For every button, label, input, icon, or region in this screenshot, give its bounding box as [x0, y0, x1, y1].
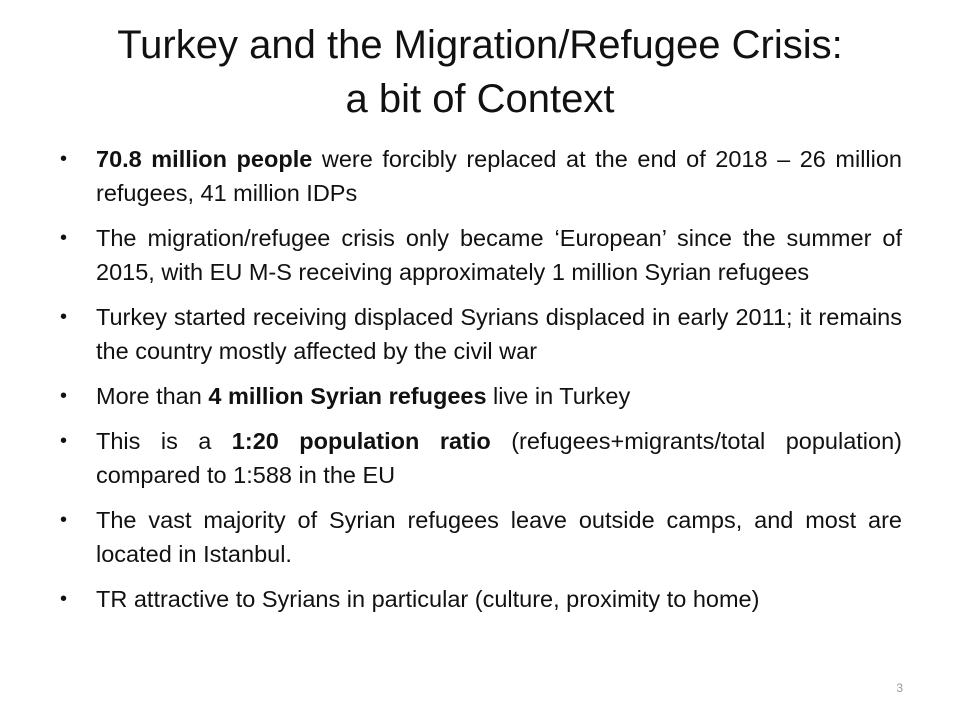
slide-title-line-1: Turkey and the Migration/Refugee Crisis:	[117, 23, 843, 67]
slide-title-line-2: a bit of Context	[345, 77, 615, 121]
bullet-leading-text: More than	[96, 383, 209, 409]
bullet-leading-text: TR attractive to Syrians in particular (culture, proximity to home)	[96, 586, 760, 612]
bullet-text	[96, 142, 902, 210]
bullet-bold-text: 4 million Syrian refugees	[208, 383, 487, 409]
bullet-text	[96, 379, 902, 413]
bullet-item	[58, 582, 902, 616]
bullet-item	[58, 379, 902, 413]
bullet-icon: •	[60, 509, 68, 531]
bullet-icon: •	[60, 227, 68, 249]
bullet-text	[96, 582, 902, 616]
bullet-leading-text: Turkey started receiving displaced Syrians displaced in early 2011; it remains the country mostly affected by the civil war	[96, 304, 902, 364]
bullet-trailing-text: were forcibly replaced at the end of 2018 – 26 million refugees, 41 million IDPs	[96, 146, 903, 206]
bullet-icon: •	[60, 306, 68, 328]
bullet-icon: •	[60, 588, 68, 610]
bullet-bold-text: 1:20 population ratio	[231, 428, 491, 454]
bullet-item	[58, 503, 902, 571]
bullet-item	[58, 300, 902, 368]
bullet-item	[58, 424, 902, 492]
bullet-bold-text: 70.8 million people	[96, 146, 313, 172]
bullet-trailing-text: live in Turkey	[486, 383, 631, 409]
bullet-text	[96, 300, 902, 368]
bullet-leading-text: The vast majority of Syrian refugees leave outside camps, and most are located in Istanbul.	[96, 507, 902, 567]
bullet-trailing-text: (refugees+migrants/total population) compared to 1:588 in the EU	[96, 428, 902, 488]
bullet-text	[96, 424, 902, 492]
slide-title	[40, 18, 920, 126]
bullet-text	[96, 221, 902, 289]
bullet-text	[96, 503, 902, 571]
bullet-item	[58, 221, 902, 289]
bullet-list	[58, 142, 902, 627]
bullet-leading-text: The migration/refugee crisis only became ‘European’ since the summer of 2015, with EU M-S receiving approximately 1 million Syrian refugees	[96, 225, 902, 285]
bullet-icon: •	[60, 385, 68, 407]
bullet-item	[58, 142, 902, 210]
bullet-leading-text: This is a	[96, 428, 232, 454]
bullet-icon: •	[60, 430, 68, 452]
page-number: 3	[896, 681, 903, 695]
bullet-icon: •	[60, 148, 68, 170]
